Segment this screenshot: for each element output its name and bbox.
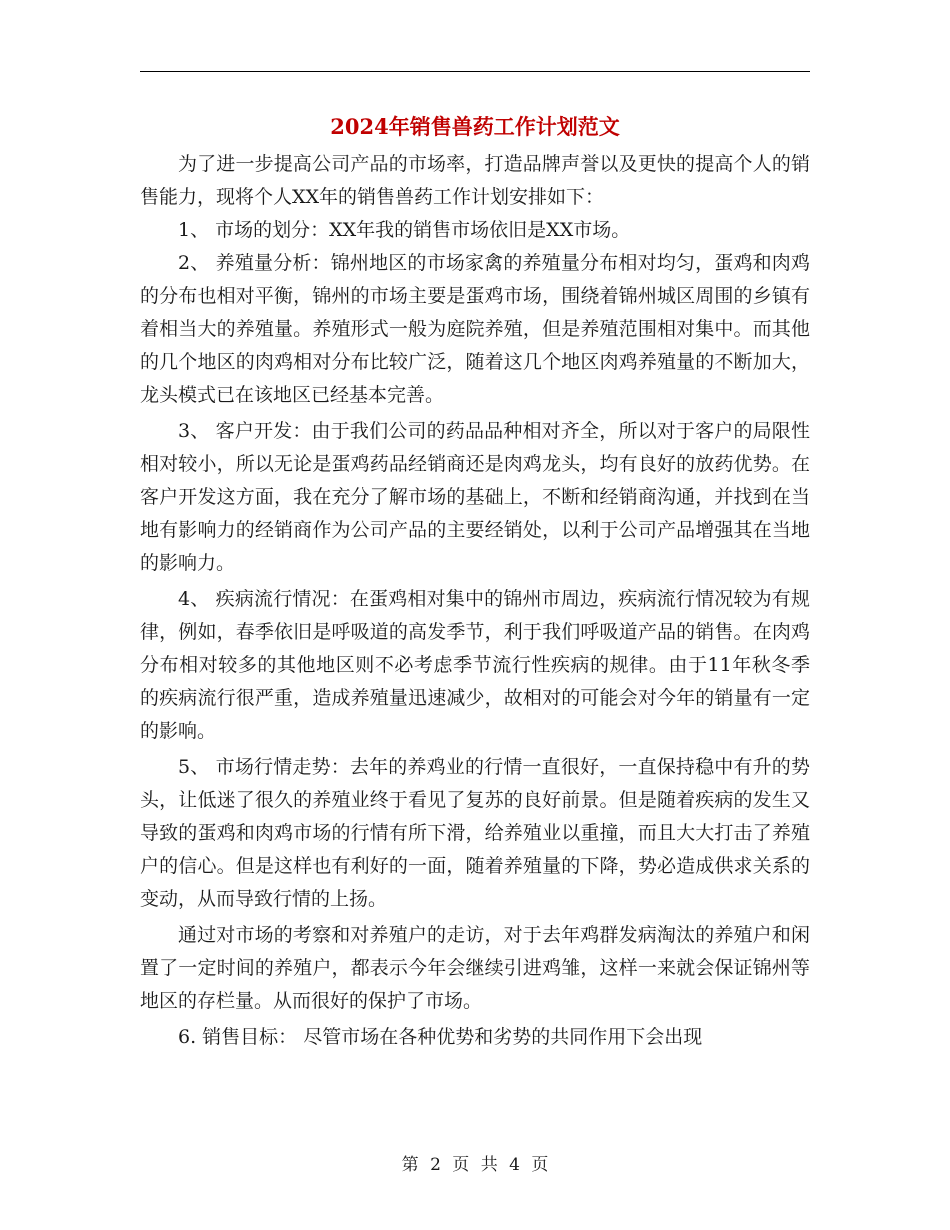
document-body [140,148,810,1054]
paragraph-field-survey: 通过对市场的考察和对养殖户的走访，对于去年鸡群发病淘汰的养殖户和闲置了一定时间的养殖户，都表示今年会继续引进鸡雏，这样一来就会保证锦州等地区的存栏量。从而很好的保护了市场。 [140,924,810,1012]
footer-total-prefix: 共 [480,1155,498,1175]
paragraph-market-trends: 5、 市场行情走势：去年的养鸡业的行情一直很好，一直保持稳中有升的势头，让低迷了很久的养殖业终于看见了复苏的良好前景。但是随着疾病的发生又导致的蛋鸡和肉鸡市场的行情有所下滑，给养殖业以重撞，而且大大打击了养殖户的信心。但是这样也有利好的一面，随着养殖量的下降，势必造成供求关系的变动，从而导致行情的上扬。 [140,756,810,910]
footer-prefix: 第 [401,1155,419,1175]
page-footer [0,1153,950,1177]
paragraph-disease-trends: 4、 疾病流行情况：在蛋鸡相对集中的锦州市周边，疾病流行情况较为有规律，例如，春季依旧是呼吸道的高发季节，利于我们呼吸道产品的销售。在肉鸡分布相对较多的其他地区则不必考虑季节流行性疾病的规律。由于11年秋冬季的疾病流行很严重，造成养殖量迅速减少，故相对的可能会对今年的销量有一定的影响。 [140,588,810,742]
paragraph-market-division: 1、 市场的划分：XX年我的销售市场依旧是XX市场。 [178,219,631,241]
paragraph-intro: 为了进一步提高公司产品的市场率，打造品牌声誉以及更快的提高个人的销售能力，现将个人XX年的销售兽药工作计划安排如下： [140,153,810,208]
document-title: 2024年销售兽药工作计划范文 [330,114,620,139]
paragraph-customer-development: 3、 客户开发：由于我们公司的药品品种相对齐全，所以对于客户的局限性相对较小，所以无论是蛋鸡药品经销商还是肉鸡龙头，均有良好的放药优势。在客户开发这方面，我在充分了解市场的基础上，不断和经销商沟通，并找到在当地有影响力的经销商作为公司产品的主要经销处，以利于公司产品增强其在当地的影响力。 [140,420,810,574]
footer-total-suffix: 页 [531,1155,549,1175]
paragraph-sales-target: 6. 销售目标： 尽管市场在各种优势和劣势的共同作用下会出现 [178,1026,703,1048]
footer-total-pages: 4 [509,1155,520,1175]
footer-current-page: 2 [430,1155,441,1175]
header-rule [140,71,810,72]
footer-page-word: 页 [452,1155,470,1175]
paragraph-breeding-analysis: 2、 养殖量分析：锦州地区的市场家禽的养殖量分布相对均匀，蛋鸡和肉鸡的分布也相对平衡，锦州的市场主要是蛋鸡市场，围绕着锦州城区周围的乡镇有着相当大的养殖量。养殖形式一般为庭院养殖，但是养殖范围相对集中。而其他的几个地区的肉鸡相对分布比较广泛，随着这几个地区肉鸡养殖量的不断加大，龙头模式已在该地区已经基本完善。 [140,252,810,406]
